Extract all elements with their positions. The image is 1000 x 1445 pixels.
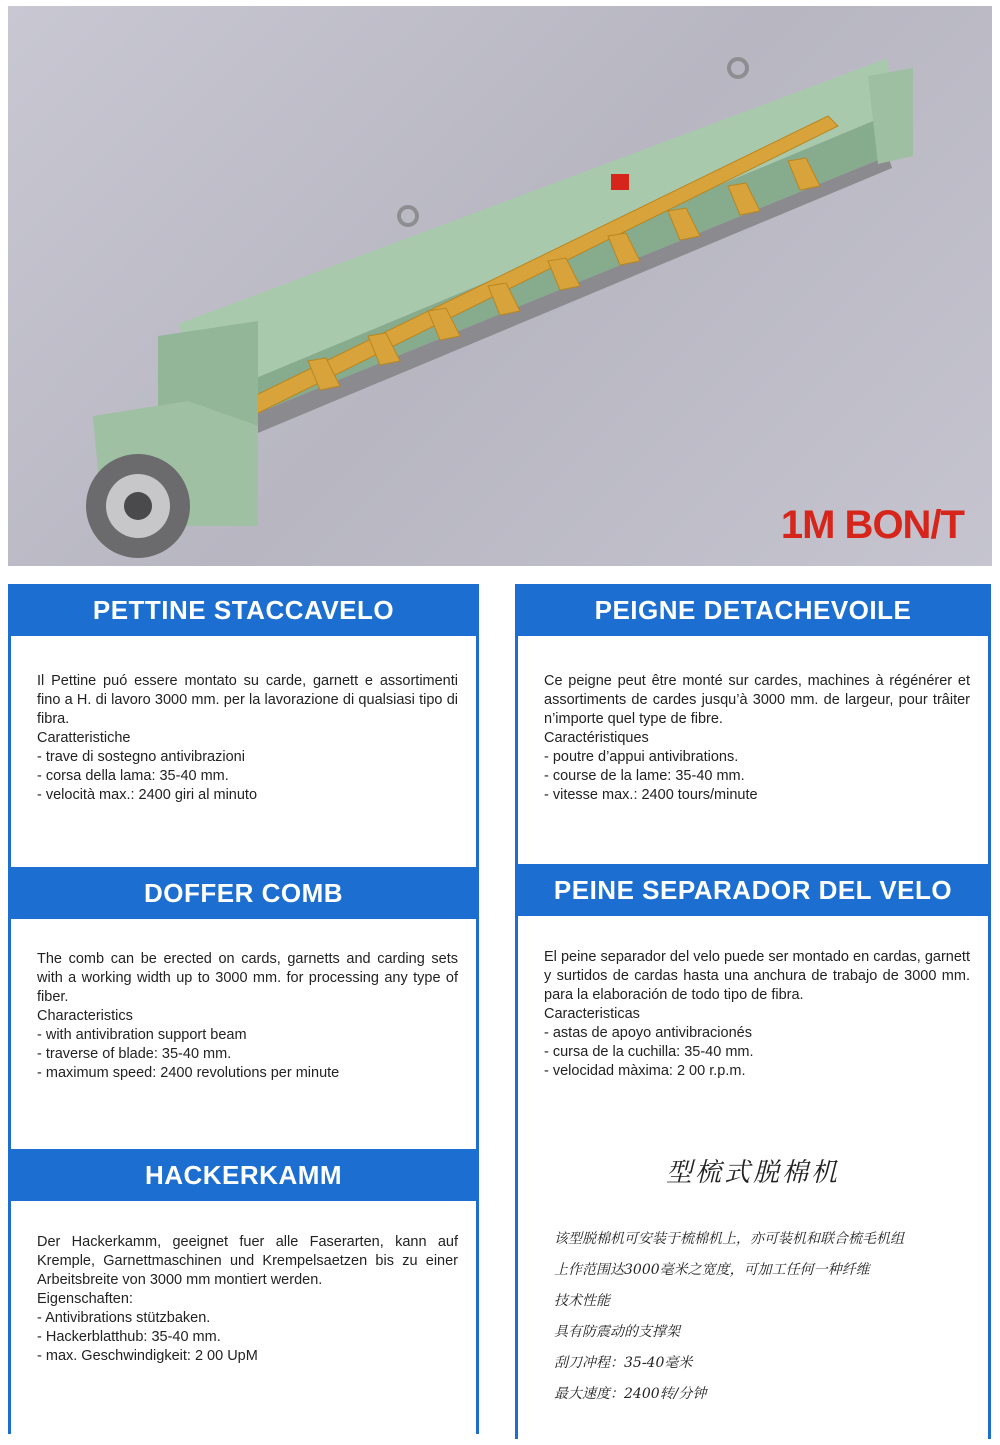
feature-list [37,1026,458,1083]
chinese-line: 上作范围达3000毫米之宽度，可加工任何一种纤维 [554,1262,870,1278]
section-title-spanish: PEINE SEPARADOR DEL VELO [518,864,988,916]
feature-item: - with antivibration support beam [37,1026,458,1045]
lifting-eye-left [399,207,417,225]
beam-top [178,58,890,396]
section-title-english: DOFFER COMB [11,867,476,919]
chinese-line: 最大速度：2400转/分钟 [554,1386,707,1402]
feature-list [544,1024,970,1081]
characteristics-heading: Caratteristiche [37,730,131,746]
chinese-line: 该型脱棉机可安装于梳棉机上，亦可装机和联合梳毛机组 [554,1231,904,1247]
section-body-german [37,1233,458,1366]
feature-item: - maximum speed: 2400 revolutions per minute [37,1064,458,1083]
feature-item: - velocidad màxima: 2 00 r.p.m. [544,1062,970,1081]
section-title-chinese: 型梳式脱棉机 [518,1144,988,1196]
comb-teeth [238,116,838,418]
right-column [515,584,991,1439]
characteristics-heading: Caractéristiques [544,730,649,746]
chinese-line: 刮刀冲程：35-40毫米 [554,1355,693,1371]
feature-item: - astas de apoyo antivibracionés [544,1024,970,1043]
feature-item: - vitesse max.: 2400 tours/minute [544,786,970,805]
feature-item: - Hackerblatthub: 35-40 mm. [37,1328,458,1347]
characteristics-heading: Eigenschaften: [37,1291,133,1307]
left-column [8,584,479,1434]
section-title-french: PEIGNE DETACHEVOILE [518,584,988,636]
feature-item: - trave di sostegno antivibrazioni [37,748,458,767]
feature-item: - corsa della lama: 35-40 mm. [37,767,458,786]
feature-list [544,748,970,805]
intro-text: Der Hackerkamm, geeignet fuer alle Faserarten, kann auf Kremple, Garnettmaschinen und Krempelsaetzen bis zu einer Arbeitsbreite von 3000 mm montiert werden. [37,1234,458,1288]
chinese-line: 具有防震动的支撑架 [554,1324,680,1340]
section-body-chinese [554,1224,968,1410]
lifting-eye-right [729,59,747,77]
feature-item: - cursa de la cuchilla: 35-40 mm. [544,1043,970,1062]
section-title-italian: PETTINE STACCAVELO [11,584,476,636]
feature-item: - poutre d’appui antivibrations. [544,748,970,767]
characteristics-heading: Caracteristicas [544,1006,640,1022]
section-body-spanish [544,948,970,1081]
characteristics-heading: Characteristics [37,1008,133,1024]
feature-item: - course de la lame: 35-40 mm. [544,767,970,786]
intro-text: The comb can be erected on cards, garnetts and carding sets with a working width up to 3000 mm. for processing any type of fiber. [37,951,458,1005]
model-label: 1M BON/T [780,503,964,547]
feature-item: - traverse of blade: 35-40 mm. [37,1045,458,1064]
feature-list [37,1309,458,1366]
section-body-french [544,672,970,805]
brand-plate [611,174,629,190]
feature-item: - velocità max.: 2400 giri al minuto [37,786,458,805]
doffer-comb-illustration [8,6,992,566]
section-title-german: HACKERKAMM [11,1149,476,1201]
chinese-line: 技术性能 [554,1293,610,1309]
intro-text: Ce peigne peut être monté sur cardes, machines à régénérer et assortiments de cardes jusqu’à 3000 mm. de largeur, pour trâiter n’importe quel type de fibre. [544,673,970,727]
intro-text: El peine separador del velo puede ser montado en cardas, garnett y surtidos de cardas hasta una anchura de trabajo de 3000 mm. para la elaboración de todo tipo de fibra. [544,949,970,1003]
feature-item: - max. Geschwindigkeit: 2 00 UpM [37,1347,458,1366]
feature-list [37,748,458,805]
product-photo [8,6,992,566]
intro-text: Il Pettine puó essere montato su carde, garnett e assortimenti fino a H. di lavoro 3000 mm. per la lavorazione di qualsiasi tipo di fibra. [37,673,458,727]
section-body-italian [37,672,458,805]
section-body-english [37,950,458,1083]
feature-item: - Antivibrations stützbaken. [37,1309,458,1328]
